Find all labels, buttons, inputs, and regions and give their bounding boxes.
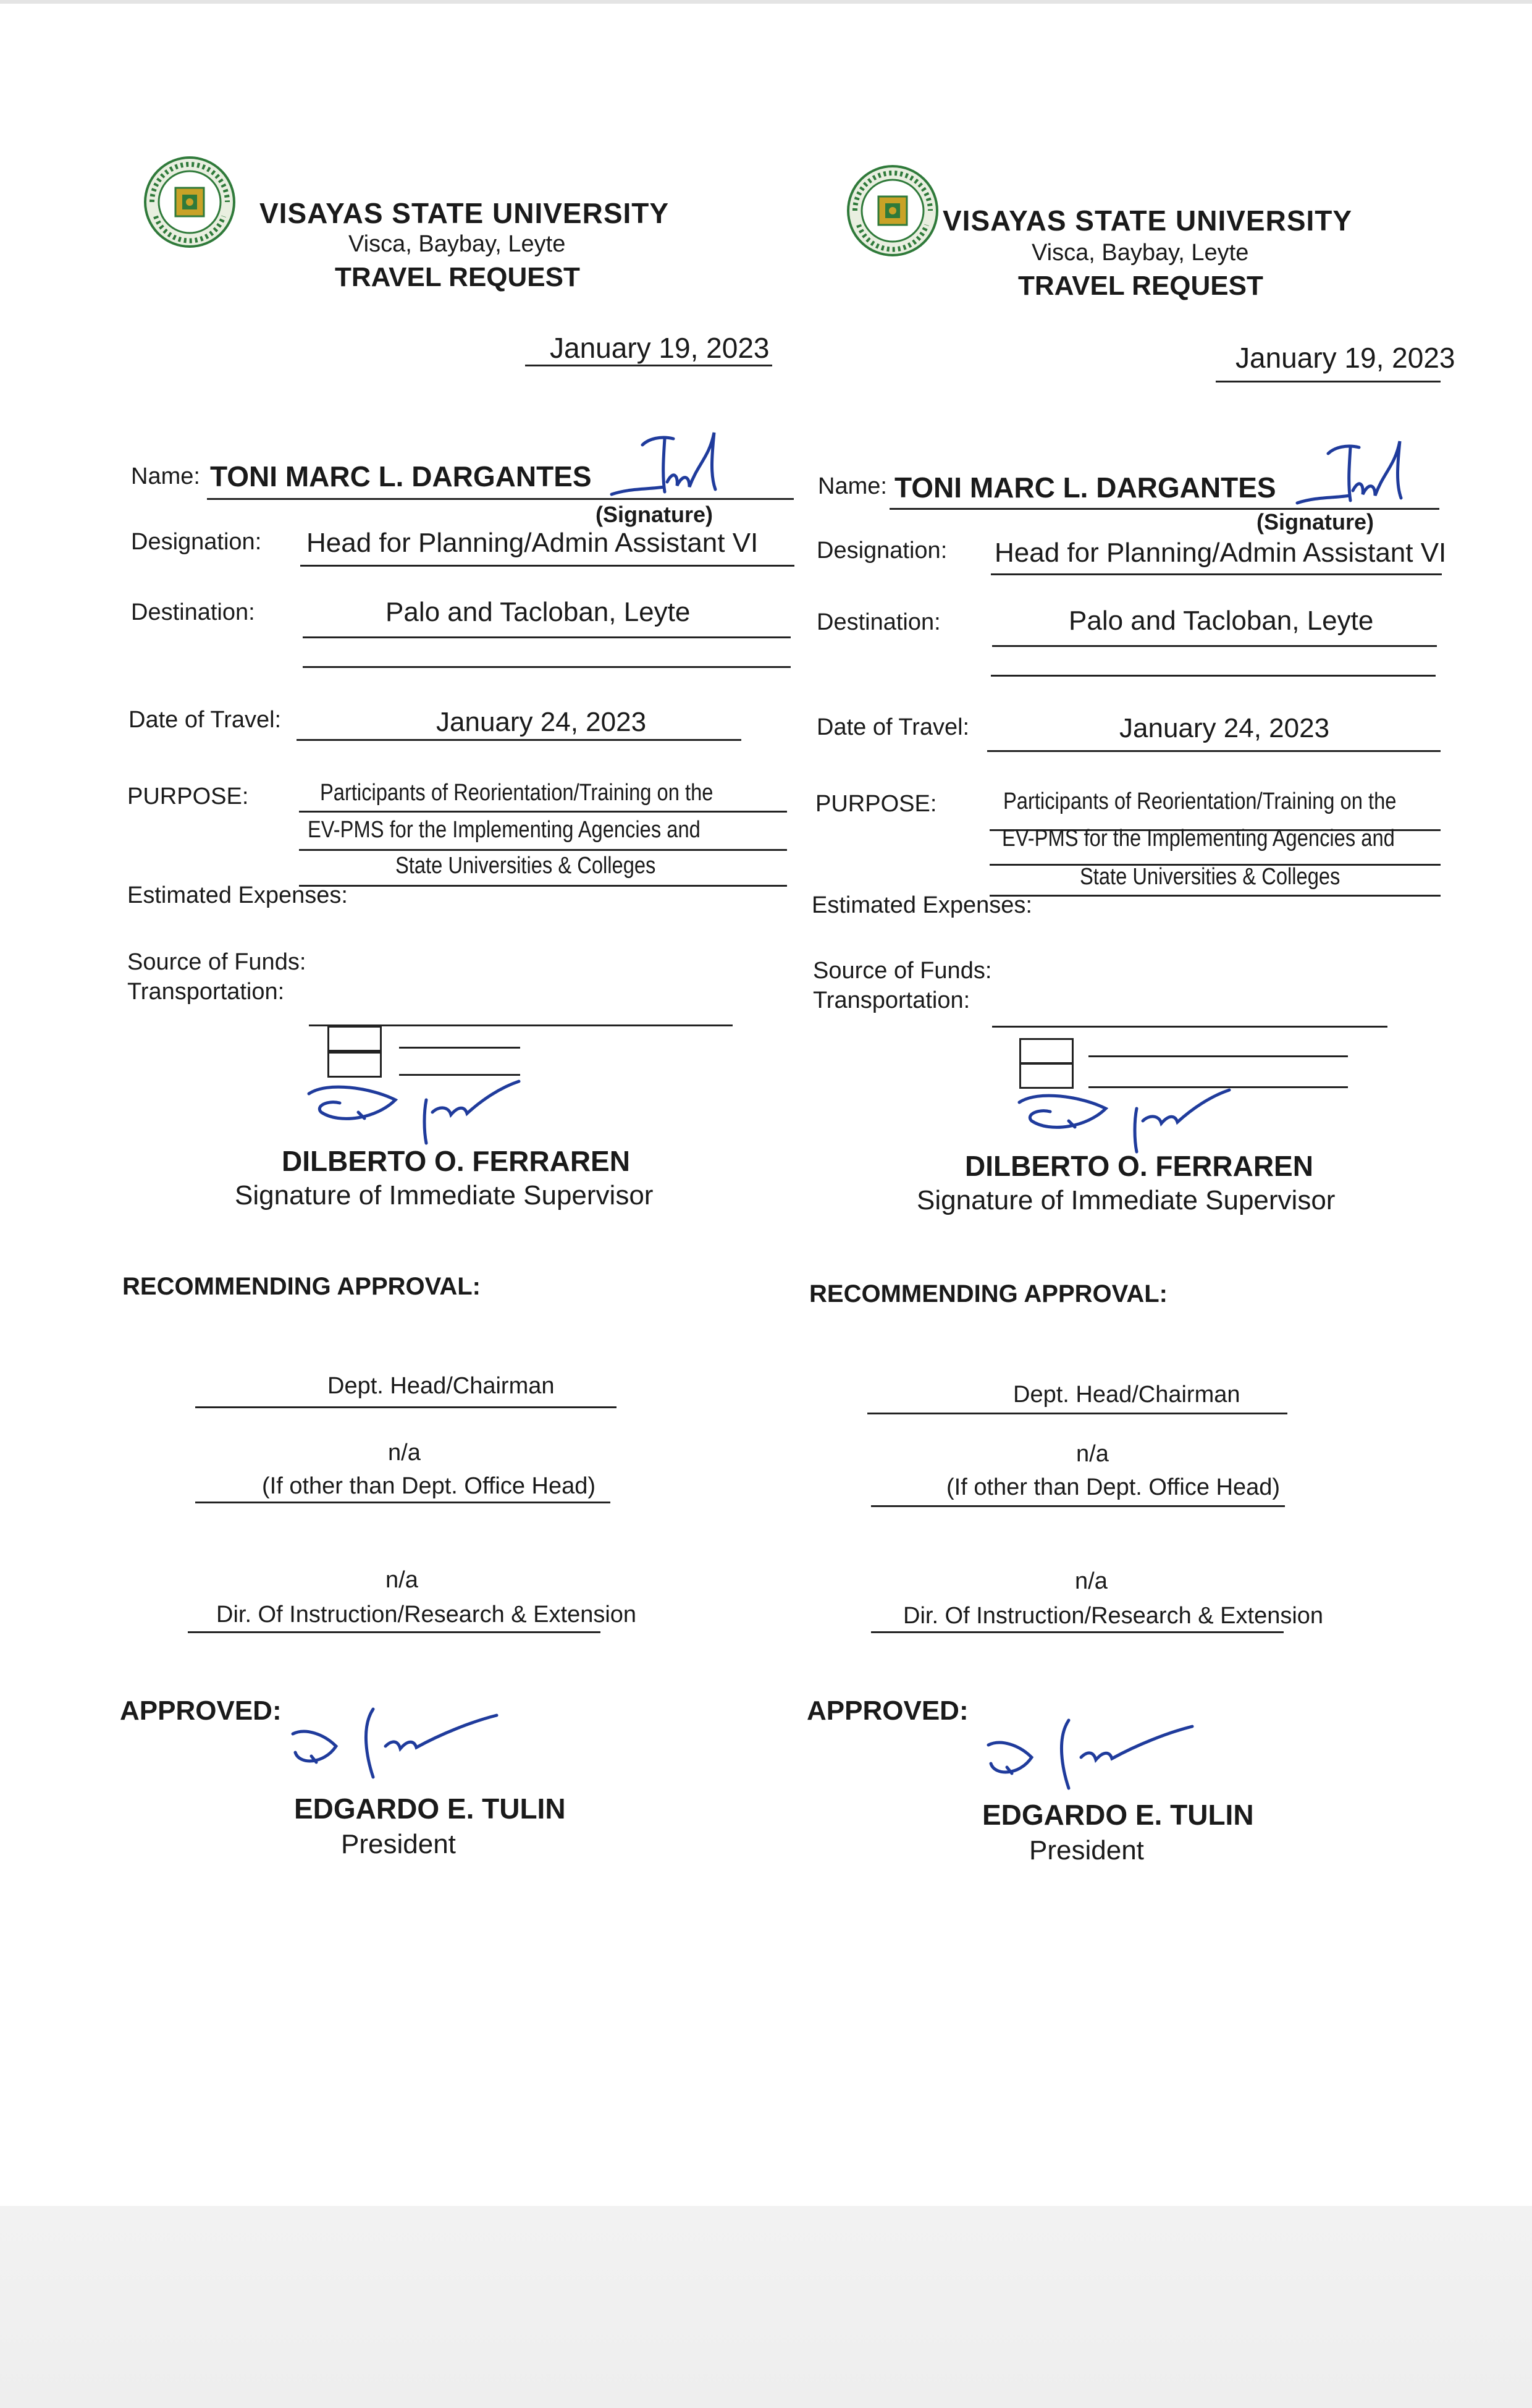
transport-checkbox-1[interactable] bbox=[1019, 1038, 1074, 1064]
date-of-travel-line bbox=[987, 750, 1441, 752]
transport-checkbox-2[interactable] bbox=[327, 1052, 382, 1078]
transport-checkbox-1[interactable] bbox=[327, 1026, 382, 1052]
estimated-expenses-label: Estimated Expenses: bbox=[127, 882, 348, 908]
signature-caption: (Signature) bbox=[1256, 509, 1374, 534]
signature-caption: (Signature) bbox=[596, 502, 713, 527]
dept-head-caption: Dept. Head/Chairman bbox=[327, 1373, 555, 1399]
estimated-expenses-label: Estimated Expenses: bbox=[812, 892, 1032, 918]
other-head-line bbox=[871, 1505, 1285, 1507]
director-value: n/a bbox=[1075, 1568, 1108, 1594]
supervisor-signature bbox=[303, 1075, 525, 1149]
designation-value: Head for Planning/Admin Assistant VI bbox=[306, 528, 759, 558]
supervisor-caption: Signature of Immediate Supervisor bbox=[235, 1180, 654, 1210]
employee-signature bbox=[1291, 429, 1427, 515]
purpose-label: PURPOSE: bbox=[815, 791, 937, 817]
employee-name: TONI MARC L. DARGANTES bbox=[210, 460, 592, 492]
transportation-label: Transportation: bbox=[813, 987, 970, 1013]
form-title: TRAVEL REQUEST bbox=[1018, 271, 1263, 301]
purpose-line-1: Participants of Reorientation/Training on the bbox=[320, 780, 713, 806]
destination-line-1 bbox=[992, 645, 1437, 647]
president-signature bbox=[287, 1703, 509, 1789]
other-head-line bbox=[195, 1502, 610, 1503]
form-title: TRAVEL REQUEST bbox=[335, 262, 580, 292]
dept-head-line bbox=[867, 1413, 1287, 1414]
request-date-line bbox=[1216, 381, 1441, 382]
president-title: President bbox=[1029, 1835, 1144, 1865]
president-title: President bbox=[341, 1829, 456, 1859]
destination-value: Palo and Tacloban, Leyte bbox=[1069, 606, 1374, 636]
supervisor-signature bbox=[1013, 1084, 1235, 1158]
other-head-value: n/a bbox=[1076, 1441, 1109, 1467]
university-address: Visca, Baybay, Leyte bbox=[1032, 240, 1249, 266]
transportation-label: Transportation: bbox=[127, 979, 285, 1005]
supervisor-name: DILBERTO O. FERRAREN bbox=[965, 1150, 1313, 1182]
director-line bbox=[188, 1631, 600, 1633]
other-head-caption: (If other than Dept. Office Head) bbox=[262, 1473, 596, 1499]
purpose-label: PURPOSE: bbox=[127, 784, 249, 809]
purpose-line-1: Participants of Reorientation/Training on the bbox=[1003, 788, 1397, 814]
director-caption: Dir. Of Instruction/Research & Extension bbox=[903, 1603, 1324, 1629]
transport-option-line-1 bbox=[399, 1047, 520, 1049]
other-head-caption: (If other than Dept. Office Head) bbox=[946, 1474, 1281, 1500]
destination-label: Destination: bbox=[131, 599, 255, 625]
travel-request-form-left bbox=[0, 0, 770, 2200]
designation-value: Head for Planning/Admin Assistant VI bbox=[995, 538, 1447, 568]
university-seal-icon bbox=[143, 156, 236, 248]
date-of-travel-label: Date of Travel: bbox=[128, 707, 282, 733]
dept-head-line bbox=[195, 1406, 617, 1408]
destination-line-2 bbox=[991, 675, 1436, 677]
purpose-line-3: State Universities & Colleges bbox=[395, 853, 656, 879]
dept-head-caption: Dept. Head/Chairman bbox=[1013, 1382, 1240, 1408]
date-of-travel-value: January 24, 2023 bbox=[436, 707, 647, 737]
travel-request-form-right bbox=[686, 9, 1455, 2208]
source-of-funds-label: Source of Funds: bbox=[127, 949, 306, 975]
designation-line bbox=[991, 573, 1442, 575]
supervisor-caption: Signature of Immediate Supervisor bbox=[917, 1185, 1336, 1215]
president-name: EDGARDO E. TULIN bbox=[294, 1793, 566, 1825]
director-value: n/a bbox=[385, 1567, 418, 1593]
recommending-approval-heading: RECOMMENDING APPROVAL: bbox=[122, 1273, 481, 1300]
other-head-value: n/a bbox=[388, 1440, 421, 1466]
request-date: January 19, 2023 bbox=[550, 332, 770, 364]
university-name: VISAYAS STATE UNIVERSITY bbox=[943, 205, 1353, 237]
purpose-underline-3 bbox=[990, 895, 1441, 897]
purpose-line-2: EV-PMS for the Implementing Agencies and bbox=[1002, 826, 1395, 851]
approved-heading: APPROVED: bbox=[120, 1696, 282, 1726]
date-of-travel-value: January 24, 2023 bbox=[1119, 713, 1330, 743]
request-date: January 19, 2023 bbox=[1235, 342, 1455, 374]
purpose-line-2: EV-PMS for the Implementing Agencies and bbox=[308, 817, 701, 843]
employee-name: TONI MARC L. DARGANTES bbox=[894, 471, 1276, 504]
designation-label: Designation: bbox=[131, 529, 262, 555]
approved-heading: APPROVED: bbox=[807, 1696, 969, 1726]
transportation-line bbox=[992, 1026, 1387, 1028]
transport-option-line-1 bbox=[1088, 1055, 1348, 1057]
name-label: Name: bbox=[818, 473, 887, 499]
president-name: EDGARDO E. TULIN bbox=[982, 1799, 1254, 1831]
date-of-travel-label: Date of Travel: bbox=[817, 714, 970, 740]
designation-label: Designation: bbox=[817, 538, 948, 564]
purpose-line-3: State Universities & Colleges bbox=[1080, 864, 1340, 890]
date-of-travel-line bbox=[297, 739, 741, 741]
supervisor-name: DILBERTO O. FERRAREN bbox=[282, 1145, 630, 1177]
president-signature bbox=[982, 1714, 1205, 1801]
university-name: VISAYAS STATE UNIVERSITY bbox=[259, 197, 670, 229]
name-label: Name: bbox=[131, 463, 200, 489]
scan-edge-bottom bbox=[0, 2206, 1532, 2408]
destination-label: Destination: bbox=[817, 609, 941, 635]
university-seal-icon bbox=[846, 164, 939, 257]
director-caption: Dir. Of Instruction/Research & Extension bbox=[216, 1602, 637, 1628]
recommending-approval-heading: RECOMMENDING APPROVAL: bbox=[809, 1280, 1168, 1308]
destination-value: Palo and Tacloban, Leyte bbox=[385, 597, 691, 627]
director-line bbox=[871, 1631, 1284, 1633]
university-address: Visca, Baybay, Leyte bbox=[348, 231, 566, 257]
source-of-funds-label: Source of Funds: bbox=[813, 958, 992, 984]
